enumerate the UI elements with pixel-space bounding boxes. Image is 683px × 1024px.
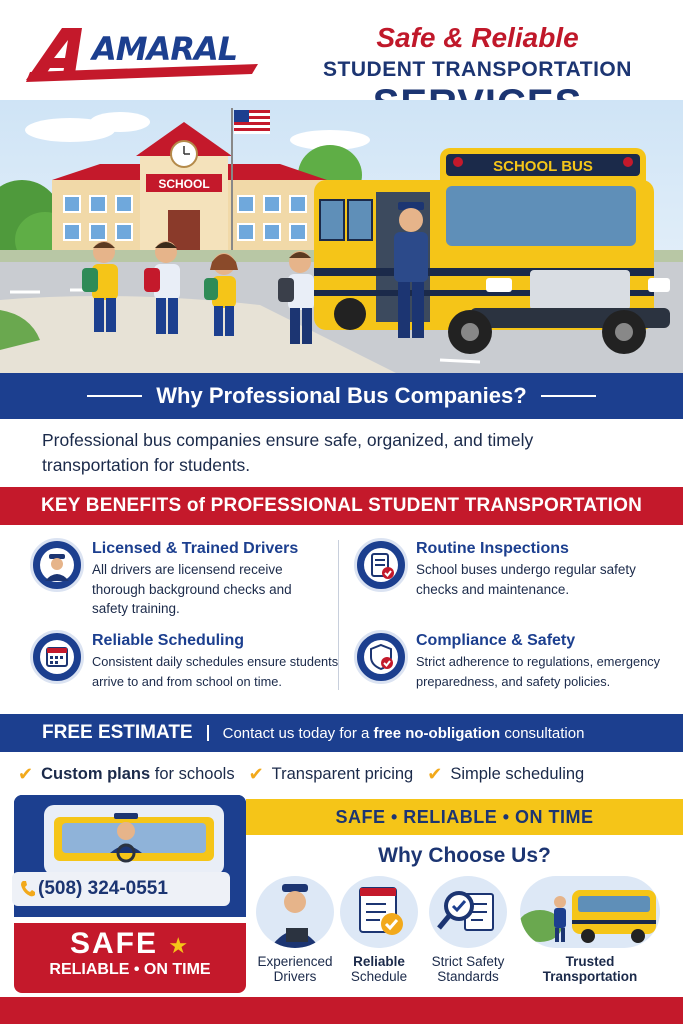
benefit-description: School buses undergo regular safety checks and maintenance. <box>416 562 636 597</box>
estimate-text-bold: free no-obligation <box>373 724 501 742</box>
estimate-text <box>223 725 585 742</box>
why-professional-banner <box>0 373 683 419</box>
footer-strip <box>0 997 683 1024</box>
shield-check-icon <box>354 630 408 684</box>
banner-rule-left <box>87 395 142 397</box>
feature-line-2: Drivers <box>273 969 317 984</box>
slogan-bar: SAFE • RELIABLE • ON TIME <box>246 799 683 835</box>
header <box>0 0 683 110</box>
check-text: Transparent pricing <box>271 764 414 783</box>
check-item <box>249 764 414 785</box>
bus-sign: SCHOOL BUS <box>493 158 593 175</box>
feature-line-1: Experienced <box>257 954 333 969</box>
benefit-routine-inspections <box>354 538 674 614</box>
benefit-title: Compliance & Safety <box>416 632 576 649</box>
feature-reliable-schedule <box>336 876 422 984</box>
benefit-title: Licensed & Trained Drivers <box>92 540 299 557</box>
calendar-icon <box>30 630 84 684</box>
why-choose-title: Why Choose Us? <box>378 844 551 867</box>
feature-trusted-transportation <box>520 876 660 984</box>
phone-icon <box>20 880 36 904</box>
benefits-column-divider <box>338 540 339 690</box>
check-bold: Custom plans <box>41 764 151 783</box>
schedule-check-icon <box>340 876 418 948</box>
pilot-driver-icon <box>256 876 334 948</box>
star-icon: ★ <box>168 933 191 958</box>
feature-experienced-drivers <box>252 876 338 984</box>
amaral-logo[interactable] <box>22 24 262 84</box>
key-benefits-banner: KEY BENEFITS of PROFESSIONAL STUDENT TRANSPORTATION <box>0 487 683 525</box>
check-item <box>427 764 584 785</box>
check-text: for schools <box>150 764 235 783</box>
safe-tagline: RELIABLE • ON TIME <box>49 961 211 978</box>
benefit-licensed-drivers <box>30 538 330 614</box>
logo-text: AMARAL <box>92 30 238 68</box>
benefit-title: Reliable Scheduling <box>92 632 245 649</box>
phone-number: (508) 324-0551 <box>38 878 168 899</box>
feature-line-2: Transportation <box>542 969 638 984</box>
headline-line-2: STUDENT TRANSPORTATION <box>323 58 632 81</box>
estimate-text-post: consultation <box>500 724 585 742</box>
safe-reliable-badge <box>14 923 246 993</box>
feature-line-2: Standards <box>437 969 499 984</box>
school-bus-icon <box>520 876 660 948</box>
checkmark-icon: ✔ <box>427 763 443 784</box>
school-sign: SCHOOL <box>158 177 210 191</box>
headline-line-1: Safe & Reliable <box>376 22 579 53</box>
check-text: Simple scheduling <box>450 764 585 783</box>
hero-illustration <box>0 100 683 375</box>
benefit-compliance-safety <box>354 630 674 700</box>
why-title: Why Professional Bus Companies? <box>156 383 527 408</box>
estimate-separator <box>207 725 209 741</box>
check-item <box>18 764 235 785</box>
clipboard-check-icon <box>354 538 408 592</box>
feature-line-2: Schedule <box>350 969 408 984</box>
checkmark-icon: ✔ <box>248 763 264 784</box>
banner-rule-right <box>541 395 596 397</box>
benefit-description: Consistent daily schedules ensure students arrive to and from school on time. <box>92 654 339 689</box>
magnifier-check-icon <box>429 876 507 948</box>
feature-line-1: Strict Safety <box>431 954 505 969</box>
estimate-text-pre: Contact us today for a <box>222 724 374 742</box>
driver-icon <box>30 538 84 592</box>
benefit-title: Routine Inspections <box>416 540 569 557</box>
intro-text: Professional bus companies ensure safe, organized, and timely transportation for students. <box>42 430 534 475</box>
free-estimate-title: FREE ESTIMATE <box>42 722 193 743</box>
benefit-description: All drivers are licensend receive thorough background checks and safety training. <box>92 562 292 616</box>
benefit-description: Strict adherence to regulations, emergency preparedness, and safety policies. <box>416 654 660 689</box>
feature-checklist <box>18 762 678 786</box>
benefit-reliable-scheduling <box>30 630 340 700</box>
feature-line-1: Reliable <box>353 954 405 969</box>
checkmark-icon: ✔ <box>18 763 34 784</box>
safe-word: SAFE <box>69 927 158 960</box>
feature-line-1: Trusted <box>565 954 615 969</box>
phone-number-button[interactable] <box>12 872 230 906</box>
feature-strict-safety <box>420 876 516 984</box>
free-estimate-bar[interactable] <box>0 714 683 752</box>
